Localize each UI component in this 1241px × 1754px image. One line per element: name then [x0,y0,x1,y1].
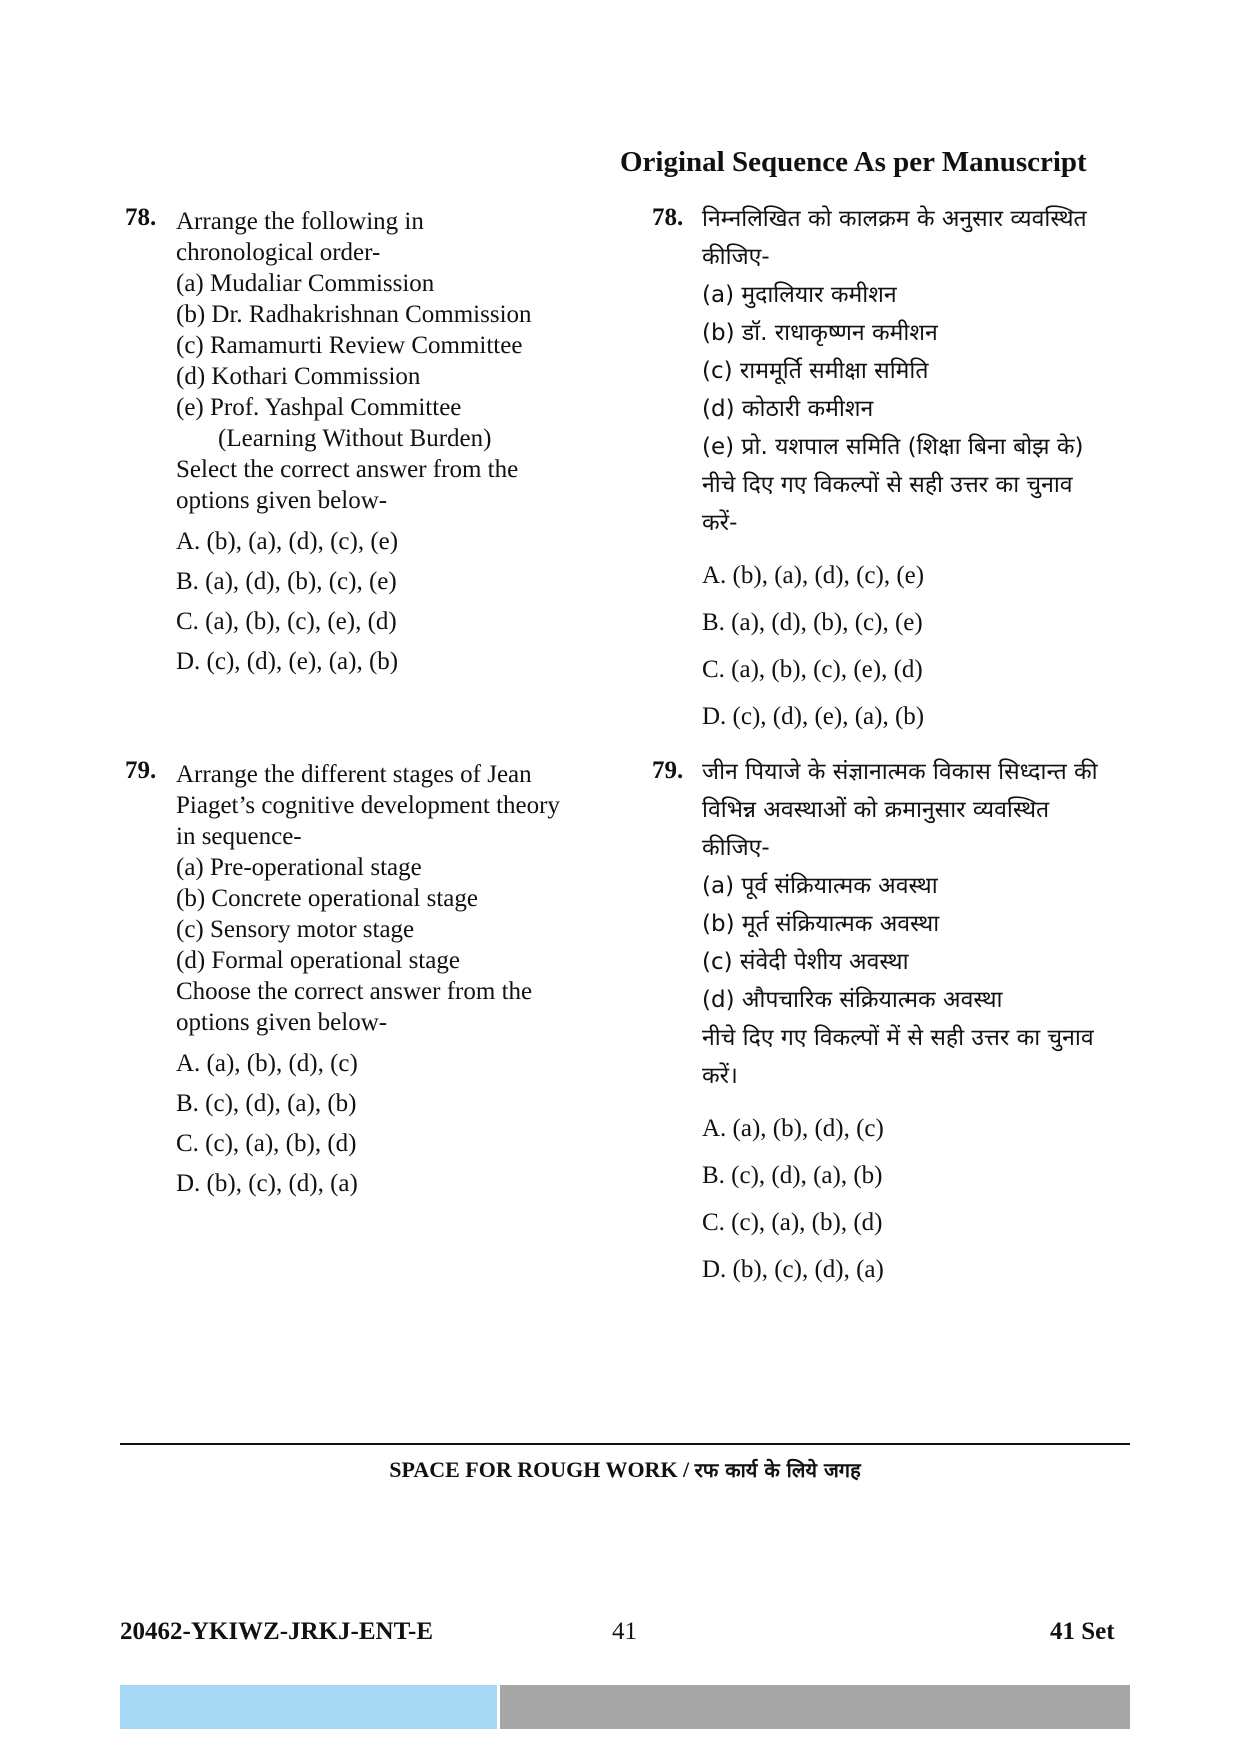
question-79-number-hi: 79. [652,757,684,784]
q79-en-option-d[interactable]: D. (b), (c), (d), (a) [176,1170,358,1197]
q79-en-item-c: (c) Sensory motor stage [176,916,415,943]
q79-hi-item-a: (a) पूर्व संक्रियात्मक अवस्था [702,873,938,899]
q78-en-stem-line: chronological order- [176,239,381,266]
question-79-number-en: 79. [125,757,157,784]
q78-en-option-a[interactable]: A. (b), (a), (d), (c), (e) [176,528,399,555]
q78-en-item-b: (b) Dr. Radhakrishnan Commission [176,301,532,328]
footer-bar-blue [120,1685,497,1729]
question-78-number-en: 78. [125,204,157,231]
question-78-hi-options [702,552,924,740]
q79-en-instruction-line: Choose the correct answer from the [176,978,533,1005]
q79-en-stem-line: in sequence- [176,823,302,850]
rough-work-divider [120,1443,1130,1445]
q78-hi-instruction-line: करें- [702,510,738,536]
q79-en-item-d: (d) Formal operational stage [176,947,460,974]
question-79-en-options [176,1044,358,1204]
q78-en-stem-line: Arrange the following in [176,208,424,235]
q78-hi-stem-line: कीजिए- [702,244,770,270]
question-79-hi-options [702,1105,884,1293]
q78-en-instruction-line: options given below- [176,487,388,514]
question-79-en [176,759,560,1038]
q78-hi-stem-line: निम्नलिखित को कालक्रम के अनुसार व्यवस्थित [702,206,1087,232]
q79-hi-instruction-line: करें। [702,1063,738,1089]
q79-en-option-c[interactable]: C. (c), (a), (b), (d) [176,1130,357,1157]
q78-hi-option-c[interactable]: C. (a), (b), (c), (e), (d) [702,656,923,683]
q78-en-item-e: (e) Prof. Yashpal Committee [176,394,462,421]
question-79-hi [702,753,1098,1095]
q78-hi-item-a: (a) मुदालियार कमीशन [702,282,897,308]
page-number: 41 [612,1618,637,1645]
q78-hi-item-e: (e) प्रो. यशपाल समिति (शिक्षा बिना बोझ के) [702,434,1084,460]
question-78-en [176,206,532,516]
q79-en-option-b[interactable]: B. (c), (d), (a), (b) [176,1090,357,1117]
page-title: Original Sequence As per Manuscript [620,146,1087,178]
q78-hi-instruction-line: नीचे दिए गए विकल्पों से सही उत्तर का चुनाव [702,472,1073,498]
question-78-number-hi: 78. [652,204,684,231]
q78-hi-item-c: (c) राममूर्ति समीक्षा समिति [702,358,929,384]
q79-hi-item-d: (d) औपचारिक संक्रियात्मक अवस्था [702,987,1003,1013]
q78-en-item-e-cont: (Learning Without Burden) [218,425,492,452]
question-78-hi [702,200,1087,542]
q79-en-stem-line: Piaget’s cognitive development theory [176,792,560,819]
q78-en-option-b[interactable]: B. (a), (d), (b), (c), (e) [176,568,397,595]
q79-hi-stem-line: जीन पियाजे के संज्ञानात्मक विकास सिध्दान्त की [702,759,1098,785]
q79-hi-option-a[interactable]: A. (a), (b), (d), (c) [702,1115,884,1142]
q79-hi-option-b[interactable]: B. (c), (d), (a), (b) [702,1162,883,1189]
q78-hi-item-b: (b) डॉ. राधाकृष्णन कमीशन [702,320,938,346]
q79-hi-stem-line: कीजिए- [702,835,770,861]
q79-hi-item-c: (c) संवेदी पेशीय अवस्था [702,949,909,975]
q78-hi-option-a[interactable]: A. (b), (a), (d), (c), (e) [702,562,925,589]
q78-hi-option-d[interactable]: D. (c), (d), (e), (a), (b) [702,703,925,730]
rough-work-label-hi: रफ कार्य के लिये जगह [694,1458,861,1482]
q79-en-option-a[interactable]: A. (a), (b), (d), (c) [176,1050,358,1077]
q79-en-instruction-line: options given below- [176,1009,388,1036]
booklet-code: 20462-YKIWZ-JRKJ-ENT-E [120,1618,433,1645]
q79-hi-option-c[interactable]: C. (c), (a), (b), (d) [702,1209,883,1236]
set-label: 41 Set [1050,1618,1115,1645]
q78-en-item-a: (a) Mudaliar Commission [176,270,435,297]
rough-work-label [120,1456,1130,1483]
q79-hi-instruction-line: नीचे दिए गए विकल्पों में से सही उत्तर का चुनाव [702,1025,1094,1051]
question-78-en-options [176,522,398,682]
q78-hi-option-b[interactable]: B. (a), (d), (b), (c), (e) [702,609,923,636]
q79-hi-option-d[interactable]: D. (b), (c), (d), (a) [702,1256,884,1283]
q79-hi-stem-line: विभिन्न अवस्थाओं को क्रमानुसार व्यवस्थित [702,797,1050,823]
q78-hi-item-d: (d) कोठारी कमीशन [702,396,874,422]
footer-bar-gray [500,1685,1130,1729]
q78-en-instruction-line: Select the correct answer from the [176,456,519,483]
q79-en-stem-line: Arrange the different stages of Jean [176,761,532,788]
q78-en-item-c: (c) Ramamurti Review Committee [176,332,523,359]
q78-en-option-d[interactable]: D. (c), (d), (e), (a), (b) [176,648,399,675]
q78-en-option-c[interactable]: C. (a), (b), (c), (e), (d) [176,608,397,635]
q79-en-item-a: (a) Pre-operational stage [176,854,422,881]
q79-en-item-b: (b) Concrete operational stage [176,885,478,912]
q78-en-item-d: (d) Kothari Commission [176,363,421,390]
rough-work-label-en: SPACE FOR ROUGH WORK / [389,1457,695,1482]
q79-hi-item-b: (b) मूर्त संक्रियात्मक अवस्था [702,911,940,937]
